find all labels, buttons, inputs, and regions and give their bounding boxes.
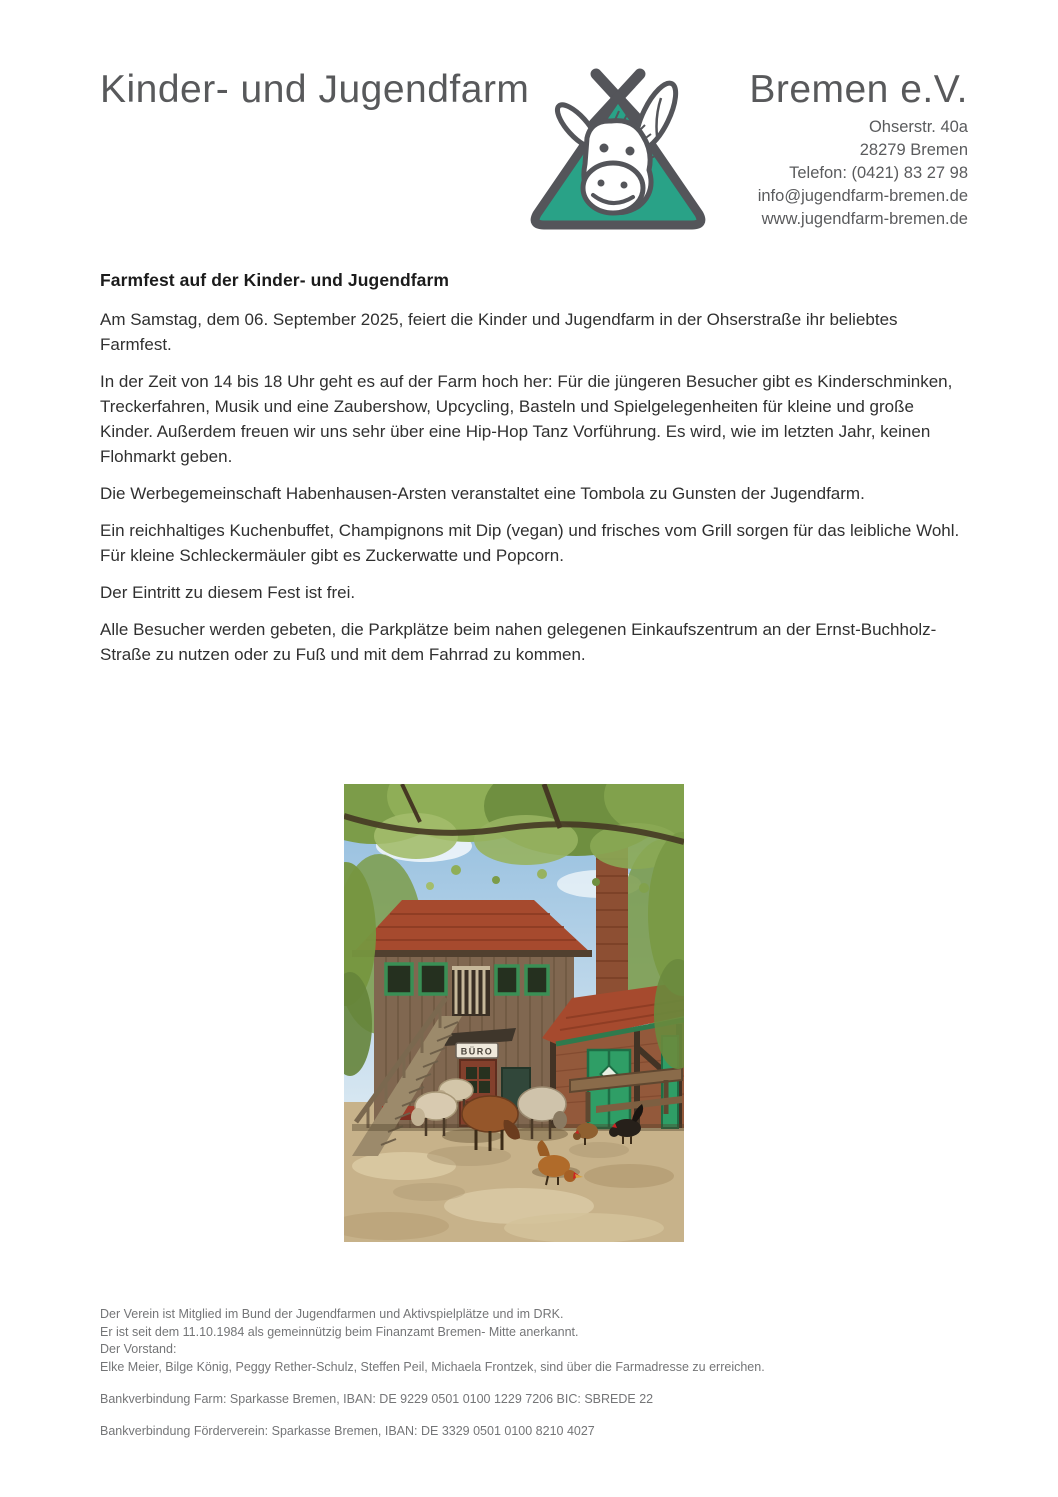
balcony bbox=[452, 966, 490, 1016]
paragraph-program: In der Zeit von 14 bis 18 Uhr geht es auf der Farm hoch her: Für die jüngeren Besucher gibt es Kinderschminken, Treckerfahren, Musik und eine Zaubershow, Upcycling, Basteln und Spielgelegenheiten für kleine und große Kinder. Außerdem freuen wir uns sehr über eine Hip-Hop Tanz Vorführung. Es wird, wie im letzten Jahr, keinen Flohmarkt geben. bbox=[100, 372, 953, 466]
buero-sign bbox=[456, 1043, 498, 1058]
contact-website: www.jugendfarm-bremen.de bbox=[761, 210, 968, 228]
org-name-right: Bremen e.V. bbox=[749, 68, 968, 111]
donkey-tipi-logo-icon bbox=[523, 64, 713, 236]
logo-svg bbox=[523, 64, 713, 236]
contact-email: info@jugendfarm-bremen.de bbox=[757, 187, 968, 205]
buero-sign-text: BÜRO bbox=[460, 1046, 494, 1057]
footer-vorstand-label: Der Vorstand: bbox=[100, 1342, 177, 1356]
contact-phone: Telefon: (0421) 83 27 98 bbox=[789, 164, 968, 182]
paragraph-date: Am Samstag, dem 06. September 2025, feiert die Kinder und Jugendfarm in der Ohserstraße ihr beliebtes Farmfest. bbox=[100, 310, 898, 354]
donkey-nostril bbox=[621, 182, 628, 189]
org-name-left: Kinder- und Jugendfarm bbox=[100, 68, 530, 111]
paragraph-tombola: Die Werbegemeinschaft Habenhausen-Arsten veranstaltet eine Tombola zu Gunsten der Jugendfarm. bbox=[100, 484, 865, 503]
footer-vorstand-names: Elke Meier, Bilge König, Peggy Rether-Schulz, Steffen Peil, Michaela Frontzek, sind über die Farmadresse zu erreichen. bbox=[100, 1359, 765, 1374]
farm-courtyard-photo bbox=[344, 784, 684, 1242]
article-body bbox=[100, 270, 966, 679]
paragraph-parking: Alle Besucher werden gebeten, die Parkplätze beim nahen gelegenen Einkaufszentrum an der Ernst-Buchholz-Straße zu nutzen oder zu Fuß und mit dem Fahrrad zu kommen. bbox=[100, 620, 937, 664]
farm-photo-illustration bbox=[344, 784, 684, 1242]
article-heading: Farmfest auf der Kinder- und Jugendfarm bbox=[100, 270, 450, 290]
footer-membership: Der Verein ist Mitglied im Bund der Jugendfarmen und Aktivspielplätze und im DRK. bbox=[100, 1307, 564, 1321]
paragraph-entry: Der Eintritt zu diesem Fest ist frei. bbox=[100, 583, 356, 602]
donkey-eye bbox=[600, 144, 609, 153]
donkey-muzzle bbox=[583, 163, 643, 213]
contact-city: 28279 Bremen bbox=[859, 141, 968, 159]
footer-bank-farm: Bankverbindung Farm: Sparkasse Bremen, IBAN: DE 9229 0501 0100 1229 7206 BIC: SBREDE 22 bbox=[100, 1391, 654, 1406]
donkey-nostril bbox=[598, 180, 605, 187]
donkey-eye bbox=[626, 147, 635, 156]
paragraph-food: Ein reichhaltiges Kuchenbuffet, Champignons mit Dip (vegan) und frisches vom Grill sorgen für das leibliche Wohl. Für kleine Schleckermäuler gibt es Zuckerwatte und Popcorn. bbox=[100, 521, 960, 565]
footer-block bbox=[100, 1306, 980, 1440]
footer-charity: Er ist seit dem 11.10.1984 als gemeinnützig beim Finanzamt Bremen- Mitte anerkannt. bbox=[100, 1324, 579, 1339]
footer-bank-foerderverein: Bankverbindung Förderverein: Sparkasse Bremen, IBAN: DE 3329 0501 0100 8210 4027 bbox=[100, 1423, 595, 1438]
contact-street: Ohserstr. 40a bbox=[868, 118, 968, 136]
contact-block bbox=[758, 116, 968, 231]
